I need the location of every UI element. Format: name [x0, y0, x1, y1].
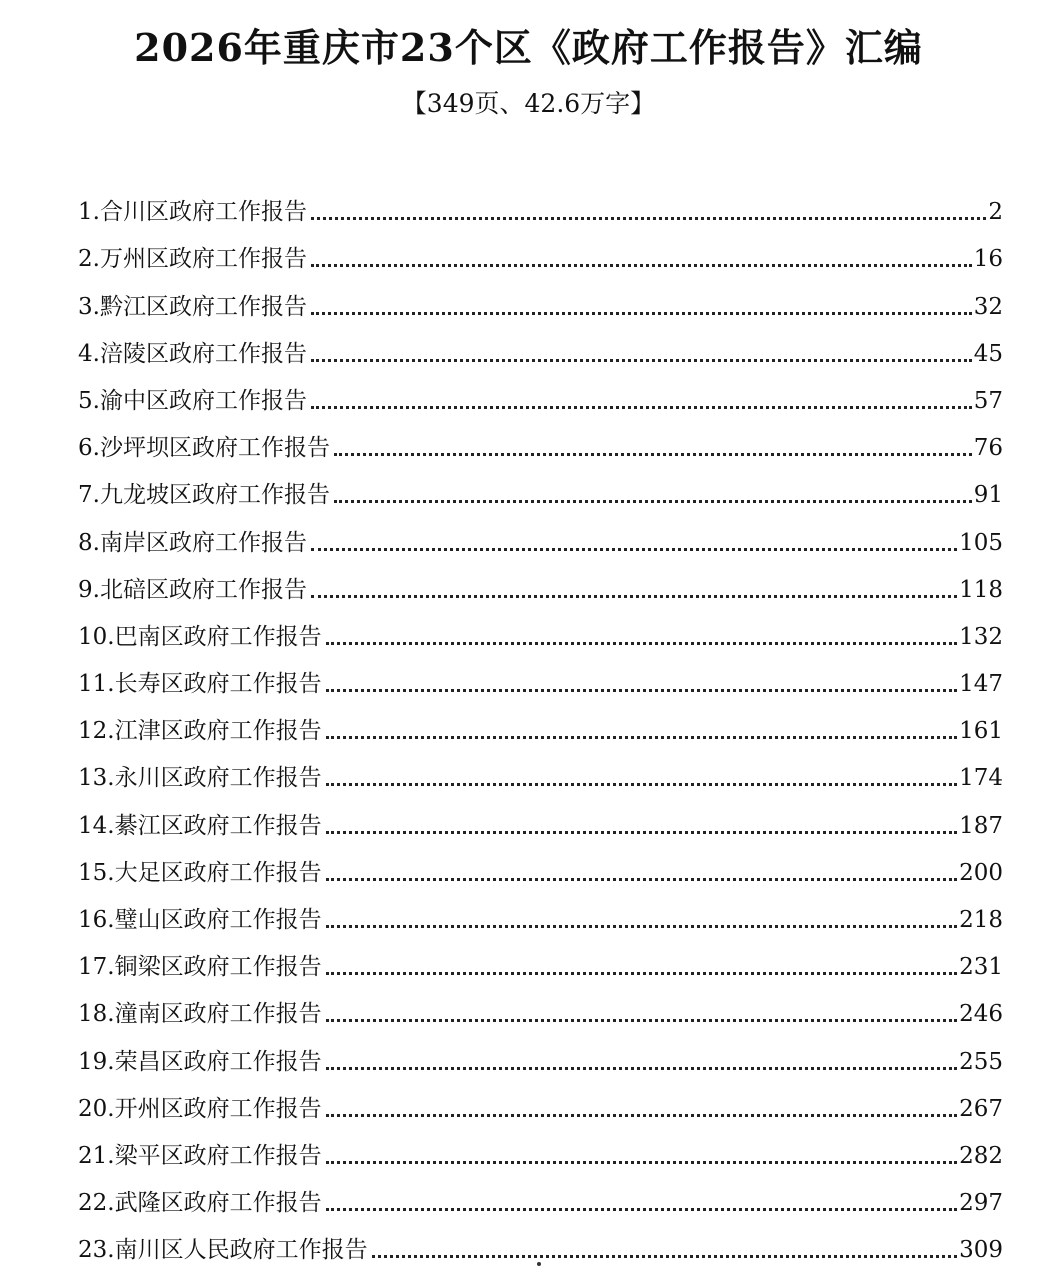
- toc-dot-leader: [311, 359, 972, 362]
- toc-dot-leader: [326, 642, 958, 645]
- toc-entry-page-number: 231: [959, 954, 1003, 981]
- toc-dot-leader: [326, 831, 958, 834]
- toc-entry-title: 13.永川区政府工作报告: [78, 765, 322, 792]
- toc-entry-title: 5.渝中区政府工作报告: [78, 387, 307, 414]
- toc-dot-leader: [311, 312, 972, 315]
- toc-entry[interactable]: [78, 1171, 1003, 1218]
- toc-entry-page-number: 218: [959, 907, 1003, 933]
- document-title: 2026年重庆市23个区《政府工作报告》汇编: [134, 25, 923, 70]
- toc-entry[interactable]: [78, 369, 1003, 416]
- toc-entry-page-number: 45: [973, 340, 1003, 367]
- toc-dot-leader: [326, 689, 958, 692]
- toc-dot-leader: [372, 1255, 958, 1258]
- toc-dot-leader: [334, 500, 972, 503]
- toc-entry[interactable]: [78, 1124, 1003, 1171]
- toc-entry[interactable]: [78, 793, 1003, 840]
- toc-entry-page-number: 267: [959, 1095, 1003, 1122]
- toc-entry-title: 3.黔江区政府工作报告: [78, 293, 307, 320]
- toc-dot-leader: [326, 878, 958, 881]
- page-mark: [537, 1262, 541, 1266]
- toc-entry-page-number: 2: [988, 199, 1003, 226]
- toc-entry-title: 21.梁平区政府工作报告: [78, 1142, 322, 1169]
- toc-entry[interactable]: [78, 322, 1003, 369]
- toc-entry-page-number: 309: [959, 1237, 1003, 1264]
- toc-dot-leader: [326, 1067, 958, 1070]
- toc-dot-leader: [326, 783, 958, 786]
- toc-entry-page-number: 282: [959, 1142, 1003, 1169]
- toc-entry-page-number: 57: [973, 387, 1003, 414]
- toc-entry[interactable]: [78, 1218, 1003, 1265]
- toc-entry-title: 18.潼南区政府工作报告: [78, 1001, 322, 1028]
- toc-entry-title: 15.大足区政府工作报告: [78, 859, 322, 886]
- toc-entry[interactable]: [78, 227, 1003, 274]
- toc-dot-leader: [326, 925, 958, 928]
- document-subtitle: 【349页、42.6万字】: [401, 89, 656, 118]
- toc-dot-leader: [326, 736, 958, 739]
- toc-dot-leader: [311, 264, 972, 267]
- toc-entry[interactable]: [78, 652, 1003, 699]
- toc-entry[interactable]: [78, 935, 1003, 982]
- toc-entry-page-number: 200: [959, 859, 1003, 886]
- toc-entry-title: 14.綦江区政府工作报告: [78, 812, 322, 839]
- toc-entry[interactable]: [78, 841, 1003, 888]
- toc-entry-title: 7.九龙坡区政府工作报告: [78, 482, 330, 509]
- toc-dot-leader: [311, 595, 957, 598]
- toc-dot-leader: [326, 1208, 958, 1211]
- toc-entry-title: 17.铜梁区政府工作报告: [78, 954, 322, 981]
- toc-entry-title: 6.沙坪坝区政府工作报告: [78, 435, 330, 462]
- toc-entry[interactable]: [78, 699, 1003, 746]
- toc-entry-page-number: 76: [973, 435, 1003, 462]
- toc-entry-page-number: 91: [973, 482, 1003, 509]
- toc-entry-page-number: 255: [959, 1048, 1003, 1075]
- toc-entry-title: 1.合川区政府工作报告: [78, 199, 307, 226]
- toc-entry[interactable]: [78, 274, 1003, 321]
- toc-entry-title: 9.北碚区政府工作报告: [78, 576, 307, 603]
- toc-dot-leader: [326, 1019, 958, 1022]
- toc-entry-page-number: 161: [959, 718, 1003, 745]
- toc-entry[interactable]: [78, 982, 1003, 1029]
- toc-dot-leader: [311, 217, 986, 220]
- toc-entry-page-number: 118: [959, 576, 1003, 603]
- toc-entry-page-number: 174: [959, 765, 1003, 792]
- toc-entry-page-number: 32: [973, 293, 1003, 320]
- toc-dot-leader: [334, 453, 972, 456]
- toc-entry-title: 20.开州区政府工作报告: [78, 1095, 322, 1122]
- toc-entry[interactable]: [78, 605, 1003, 652]
- toc-entry-title: 12.江津区政府工作报告: [78, 718, 322, 745]
- toc-entry-title: 19.荣昌区政府工作报告: [78, 1048, 322, 1075]
- toc-entry-page-number: 187: [959, 812, 1003, 839]
- toc-entry[interactable]: [78, 888, 1003, 935]
- toc-dot-leader: [326, 1161, 958, 1164]
- toc-entry[interactable]: [78, 1077, 1003, 1124]
- toc-entry[interactable]: [78, 180, 1003, 227]
- toc-entry[interactable]: [78, 510, 1003, 557]
- toc-entry[interactable]: [78, 746, 1003, 793]
- toc-entry-title: 2.万州区政府工作报告: [78, 246, 307, 273]
- toc-entry-page-number: 132: [959, 623, 1003, 650]
- toc-entry-title: 4.涪陵区政府工作报告: [78, 340, 307, 367]
- toc-entry[interactable]: [78, 416, 1003, 463]
- table-of-contents: [78, 180, 1003, 1265]
- toc-entry-title: 22.武隆区政府工作报告: [78, 1190, 322, 1217]
- toc-entry-page-number: 16: [973, 246, 1003, 273]
- toc-entry-title: 16.璧山区政府工作报告: [78, 907, 322, 933]
- toc-dot-leader: [311, 548, 957, 551]
- toc-entry-title: 23.南川区人民政府工作报告: [78, 1237, 368, 1264]
- toc-dot-leader: [311, 406, 972, 409]
- toc-entry-title: 8.南岸区政府工作报告: [78, 529, 307, 556]
- toc-entry[interactable]: [78, 1029, 1003, 1076]
- toc-entry-title: 10.巴南区政府工作报告: [78, 623, 322, 650]
- toc-entry-page-number: 297: [959, 1190, 1003, 1217]
- toc-dot-leader: [326, 1114, 958, 1117]
- toc-entry-page-number: 105: [959, 529, 1003, 556]
- toc-entry-page-number: 147: [959, 671, 1003, 698]
- toc-entry[interactable]: [78, 558, 1003, 605]
- toc-entry-title: 11.长寿区政府工作报告: [78, 671, 322, 698]
- toc-dot-leader: [326, 972, 958, 975]
- toc-entry[interactable]: [78, 463, 1003, 510]
- toc-entry-page-number: 246: [959, 1001, 1003, 1028]
